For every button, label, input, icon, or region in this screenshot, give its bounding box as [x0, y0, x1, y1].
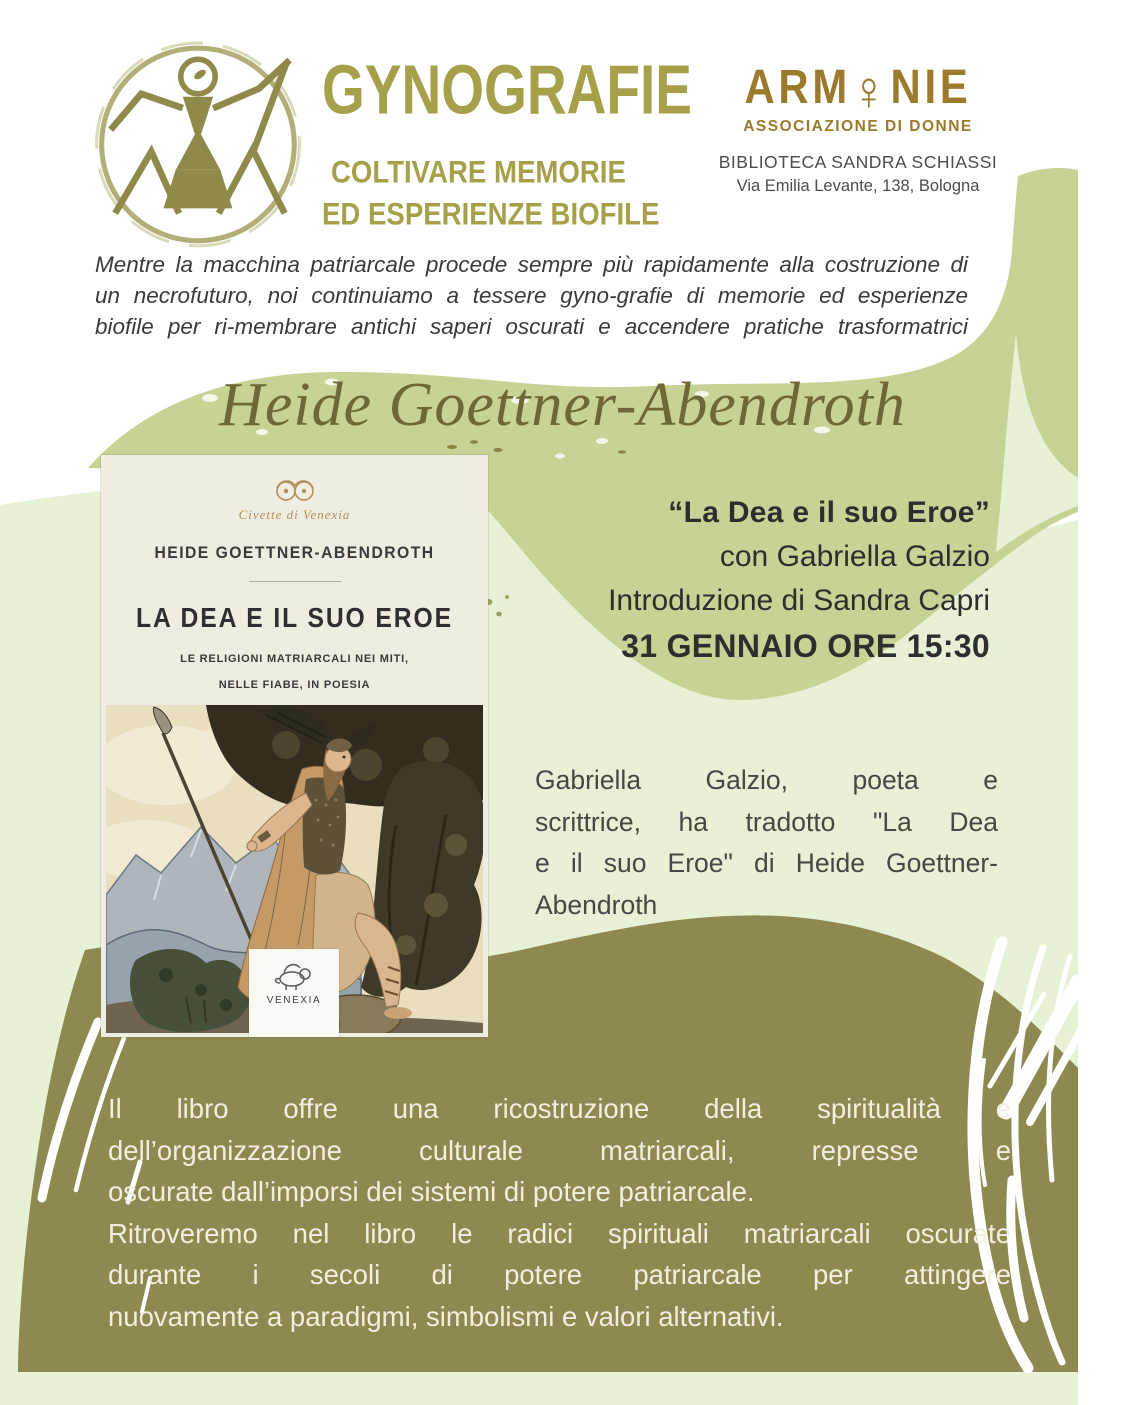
event-datetime: 31 GENNAIO ORE 15:30: [621, 628, 990, 664]
library-name: BIBLIOTECA SANDRA SCHIASSI: [718, 152, 998, 172]
cover-author: HEIDE GOETTNER-ABENDROTH: [154, 544, 435, 563]
owl-imprint-icon: [273, 477, 317, 503]
cover-subtitle-line1: LE RELIGIONI MATRIARCALI NEI MITI,: [180, 653, 409, 665]
description-line: oscurate dall’imporsi dei sistemi di potere patriarcale.: [108, 1176, 755, 1207]
gynografie-goddess-glyph-icon: [78, 38, 322, 256]
publisher-name: VENEXIA: [266, 995, 322, 1006]
author-heading: Heide Goettner-Abendroth: [219, 371, 906, 439]
publisher-box: [249, 949, 339, 1037]
gynografie-subtitle-line2: ED ESPERIENZE BIOFILE: [322, 197, 660, 232]
cover-divider: [249, 581, 341, 582]
description-line: nuovamente a paradigmi, simbolismi e valori alternativi.: [108, 1300, 784, 1332]
description-line: dell’organizzazione culturale matriarcali, represse e: [108, 1134, 1011, 1166]
translator-note: [535, 760, 998, 926]
armonie-block: [718, 60, 998, 196]
gynografie-title: GYNOGRAFIE: [322, 51, 693, 129]
translator-line: Abendroth: [535, 889, 658, 920]
intro-line: Mentre la macchina patriarcale procede sempre più rapidamente alla costruzione di: [95, 252, 968, 277]
event-title: “La Dea e il suo Eroe”: [668, 496, 990, 529]
intro-line: biofile per ri-membrare antichi saperi oscurati e accendere pratiche trasformatrici: [95, 314, 968, 339]
description-line: durante i secoli di potere patriarcale per attingere: [108, 1259, 1011, 1290]
armonie-name-pre: ARM: [744, 60, 852, 114]
intro-line: un necrofuturo, noi continuiamo a tessere gyno-grafie di memorie ed esperienze: [95, 283, 968, 308]
armonie-name-post: NIE: [890, 60, 972, 114]
book-description: [108, 1088, 1011, 1337]
gynografie-subtitle: [322, 152, 660, 236]
cover-title: LA DEA E IL SUO EROE: [135, 601, 454, 634]
winged-lion-icon: [272, 959, 316, 993]
venus-symbol-icon: ♀: [851, 60, 891, 122]
imprint-name: Civette di Venexia: [238, 507, 351, 522]
event-speaker: con Gabriella Galzio: [719, 540, 990, 573]
description-line: Il libro offre una ricostruzione della spiritualità e: [108, 1093, 1011, 1124]
event-details: [520, 491, 990, 669]
library-address: Via Emilia Levante, 138, Bologna: [736, 177, 980, 195]
event-introduction: Introduzione di Sandra Capri: [608, 584, 990, 617]
armonie-logo: [725, 60, 991, 122]
translator-line: scrittrice, ha tradotto "La Dea: [535, 806, 998, 837]
description-line: Ritroveremo nel libro le radici spirituali matriarcali oscurate: [108, 1217, 1011, 1249]
cover-subtitle-line2: NELLE FIABE, IN POESIA: [218, 679, 371, 691]
intro-paragraph: [95, 249, 968, 342]
translator-line: e il suo Eroe" di Heide Goettner-: [535, 848, 998, 878]
gynografie-subtitle-line1: COLTIVARE MEMORIE: [330, 155, 626, 190]
book-cover: [101, 455, 488, 1037]
translator-line: Gabriella Galzio, poeta e: [535, 765, 998, 795]
armonie-tagline: ASSOCIAZIONE DI DONNE: [743, 118, 973, 135]
